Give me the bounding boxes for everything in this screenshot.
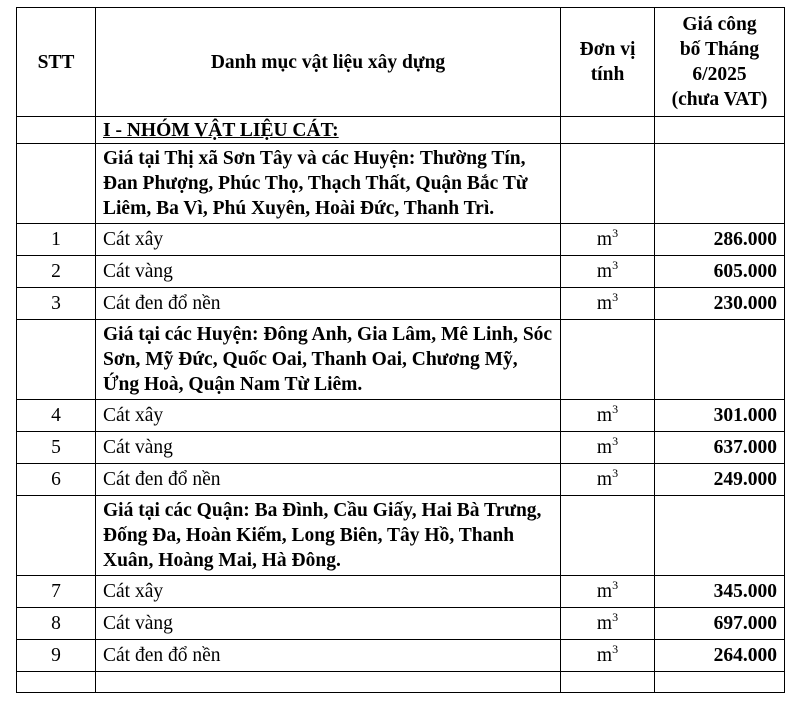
stt-cell: 6 [17,464,96,496]
material-name-cell: Cát xây [96,224,561,256]
price-table [16,7,785,693]
table-row [17,256,785,288]
stt-cell: 9 [17,640,96,672]
unit-cell [561,256,655,288]
unit-cell [561,464,655,496]
table-row [17,608,785,640]
group-title: Giá tại các Quận: Ba Đình, Cầu Giấy, Hai Bà Trưng, Đống Đa, Hoàn Kiếm, Long Biên, Tây Hồ, Thanh Xuân, Hoàng Mai, Hà Đông. [96,496,561,576]
unit-base: m [596,437,613,458]
unit-base: m [596,613,613,634]
empty-cell [561,672,655,693]
empty-cell [655,144,785,224]
unit-exponent: 3 [612,642,619,656]
material-name-cell: Cát đen đổ nền [96,464,561,496]
unit-exponent: 3 [612,578,619,592]
stt-cell: 2 [17,256,96,288]
empty-cell [655,117,785,144]
empty-cell [561,117,655,144]
header-unit-line: tính [590,64,625,85]
group-row [17,496,785,576]
unit-cell [561,576,655,608]
unit-cell [561,288,655,320]
unit-cell [561,432,655,464]
price-cell: 230.000 [655,288,785,320]
unit-exponent: 3 [612,226,619,240]
unit-exponent: 3 [612,258,619,272]
group-title: Giá tại Thị xã Sơn Tây và các Huyện: Thường Tín, Đan Phượng, Phúc Thọ, Thạch Thất, Quận Bắc Từ Liêm, Ba Vì, Phú Xuyên, Hoài Đức, Thanh Trì. [96,144,561,224]
unit-base: m [596,293,613,314]
unit-base: m [596,405,613,426]
header-name: Danh mục vật liệu xây dựng [96,8,561,117]
empty-cell [561,320,655,400]
unit-cell [561,640,655,672]
empty-cell [655,672,785,693]
price-cell: 345.000 [655,576,785,608]
price-cell: 697.000 [655,608,785,640]
table-row [17,224,785,256]
unit-base: m [596,645,613,666]
group-title: Giá tại các Huyện: Đông Anh, Gia Lâm, Mê Linh, Sóc Sơn, Mỹ Đức, Quốc Oai, Thanh Oai, Chương Mỹ, Ứng Hoà, Quận Nam Từ Liêm. [96,320,561,400]
material-name-cell: Cát xây [96,400,561,432]
header-price-line: 6/2025 [692,64,747,85]
group-row [17,144,785,224]
header-unit-line: Đơn vị [579,39,636,60]
empty-cell [655,496,785,576]
price-cell: 301.000 [655,400,785,432]
table-header-row [17,8,785,117]
stt-cell: 4 [17,400,96,432]
unit-exponent: 3 [612,434,619,448]
price-cell: 637.000 [655,432,785,464]
material-name-cell: Cát vàng [96,256,561,288]
material-name-cell: Cát vàng [96,432,561,464]
unit-cell [561,400,655,432]
unit-cell [561,224,655,256]
unit-base: m [596,229,613,250]
table-row [17,464,785,496]
header-price [655,8,785,117]
empty-cell [17,117,96,144]
section-title: I - NHÓM VẬT LIỆU CÁT: [96,117,561,144]
header-price-line: (chưa VAT) [671,89,768,110]
table-row [17,640,785,672]
price-cell: 249.000 [655,464,785,496]
empty-cell [17,144,96,224]
header-unit [561,8,655,117]
unit-exponent: 3 [612,610,619,624]
empty-cell [655,320,785,400]
unit-exponent: 3 [612,466,619,480]
empty-cell [96,672,561,693]
empty-cell [561,144,655,224]
price-cell: 264.000 [655,640,785,672]
stt-cell: 1 [17,224,96,256]
unit-base: m [596,581,613,602]
header-price-line: bố Tháng [679,39,760,60]
material-name-cell: Cát vàng [96,608,561,640]
stt-cell: 7 [17,576,96,608]
unit-base: m [596,261,613,282]
section-row [17,117,785,144]
unit-cell [561,608,655,640]
empty-cell [17,320,96,400]
unit-exponent: 3 [612,402,619,416]
header-stt: STT [17,8,96,117]
unit-base: m [596,469,613,490]
empty-cell [17,672,96,693]
material-name-cell: Cát đen đổ nền [96,640,561,672]
group-row [17,320,785,400]
table-row [17,288,785,320]
table-row [17,432,785,464]
stt-cell: 8 [17,608,96,640]
empty-cell [561,496,655,576]
unit-exponent: 3 [612,290,619,304]
material-name-cell: Cát đen đổ nền [96,288,561,320]
price-cell: 286.000 [655,224,785,256]
header-price-line: Giá công [682,14,757,35]
material-name-cell: Cát xây [96,576,561,608]
stt-cell: 3 [17,288,96,320]
table-row-partial [17,672,785,693]
empty-cell [17,496,96,576]
price-cell: 605.000 [655,256,785,288]
table-row [17,400,785,432]
stt-cell: 5 [17,432,96,464]
table-row [17,576,785,608]
